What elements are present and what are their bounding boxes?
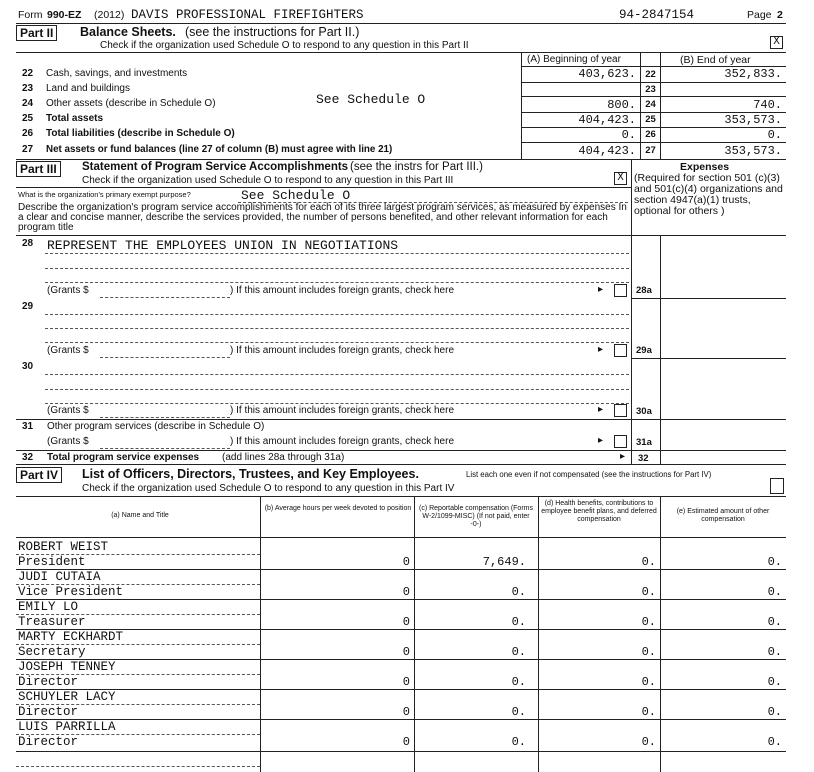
officer-name: SCHUYLER LACY bbox=[18, 690, 116, 704]
officer-title: Director bbox=[18, 735, 79, 749]
program-description: REPRESENT THE EMPLOYEES UNION IN NEGOTIATIONS bbox=[47, 238, 399, 253]
end-value: 740. bbox=[753, 98, 782, 112]
line-ref: 26 bbox=[645, 129, 656, 140]
beginning-value: 404,423. bbox=[578, 113, 636, 127]
arrow-icon: ▸ bbox=[598, 284, 604, 295]
officer-hours: 0 bbox=[402, 645, 410, 659]
describe-instructions: Describe the organization's program service accomplishments for each of its three largest program services, as measured by expenses In a clear and concise manner, describe the services provided, the number of persons benefited, and other relevant information for each program title bbox=[18, 202, 627, 233]
officer-hours: 0 bbox=[402, 555, 410, 569]
officer-name: MARTY ECKHARDT bbox=[18, 630, 124, 644]
officer-title: Director bbox=[18, 675, 79, 689]
col-d-header: (d) Health benefits, contributions to employee benefit plans, and deferred compensation bbox=[541, 500, 657, 523]
officer-compensation: 0. bbox=[511, 585, 526, 599]
officer-other-comp: 0. bbox=[767, 705, 782, 719]
grants-label: (Grants $ bbox=[47, 405, 89, 416]
officer-title: Secretary bbox=[18, 645, 86, 659]
col-b-header: (b) Average hours per week devoted to position bbox=[264, 505, 412, 512]
line-32-rest: (add lines 28a through 31a) bbox=[222, 452, 345, 463]
row-number: 22 bbox=[22, 68, 34, 79]
officer-other-comp: 0. bbox=[767, 615, 782, 629]
line-number: 30 bbox=[22, 361, 34, 372]
part-ii-title-rest: (see the instructions for Part II.) bbox=[185, 25, 360, 39]
officer-compensation: 0. bbox=[511, 645, 526, 659]
part-ii-schedule-o-checkbox[interactable]: X bbox=[770, 36, 783, 49]
end-value: 353,573. bbox=[724, 113, 782, 127]
part-ii-check-text: Check if the organization used Schedule O to respond to any question in this Part II bbox=[100, 40, 469, 51]
row-number: 23 bbox=[22, 83, 34, 94]
officer-name: JUDI CUTAIA bbox=[18, 570, 101, 584]
form-year: (2012) bbox=[94, 9, 125, 21]
part-ii-title: Balance Sheets. bbox=[80, 25, 176, 39]
part-ii-label: Part II bbox=[16, 25, 57, 41]
col-e-header: (e) Estimated amount of other compensation bbox=[676, 508, 770, 523]
officer-benefits: 0. bbox=[641, 645, 656, 659]
officer-other-comp: 0. bbox=[767, 645, 782, 659]
beginning-value: 403,623. bbox=[578, 67, 636, 81]
officer-other-comp: 0. bbox=[767, 735, 782, 749]
line-ref: 25 bbox=[645, 114, 656, 125]
row-number: 24 bbox=[22, 98, 34, 109]
officer-benefits: 0. bbox=[641, 675, 656, 689]
foreign-grants-text: ) If this amount includes foreign grants, check here bbox=[230, 345, 455, 356]
part-iv-check-text: Check if the organization used Schedule O to respond to any question in this Part IV bbox=[82, 483, 455, 494]
arrow-icon: ▸ bbox=[620, 451, 626, 462]
row-label: Land and buildings bbox=[46, 83, 130, 94]
col-c-header: (c) Reportable compensation (Forms W-2/1099-MISC) (If not paid, enter -0-) bbox=[419, 505, 533, 528]
officer-title: Vice President bbox=[18, 585, 124, 599]
row-number: 25 bbox=[22, 113, 34, 124]
expenses-note: (Required for section 501 (c)(3) and 501(c)(4) organizations and section 4947(a)(1) trusts, optional for others ) bbox=[634, 172, 783, 217]
officer-benefits: 0. bbox=[641, 555, 656, 569]
officer-name: ROBERT WEIST bbox=[18, 540, 109, 554]
officer-benefits: 0. bbox=[641, 585, 656, 599]
line-ref: 27 bbox=[645, 145, 656, 156]
line-ref: 22 bbox=[645, 69, 656, 80]
officer-hours: 0 bbox=[402, 615, 410, 629]
part-iii-label: Part III bbox=[16, 161, 61, 177]
line-31-text: Other program services (describe in Schedule O) bbox=[47, 421, 265, 432]
row-label: Total liabilities (describe in Schedule O) bbox=[46, 128, 235, 139]
beginning-value: 404,423. bbox=[578, 144, 636, 158]
end-value: 0. bbox=[767, 128, 782, 142]
officer-compensation: 0. bbox=[511, 705, 526, 719]
part-iv-label: Part IV bbox=[16, 467, 62, 483]
officer-other-comp: 0. bbox=[767, 675, 782, 689]
line-ref: 31a bbox=[636, 437, 652, 448]
row-number: 26 bbox=[22, 128, 34, 139]
grants-label: (Grants $ bbox=[47, 436, 89, 447]
officer-hours: 0 bbox=[402, 585, 410, 599]
end-value: 352,833. bbox=[724, 67, 782, 81]
officer-compensation: 0. bbox=[511, 735, 526, 749]
arrow-icon: ▸ bbox=[598, 435, 604, 446]
officer-name: LUIS PARRILLA bbox=[18, 720, 116, 734]
officer-compensation: 7,649. bbox=[482, 555, 526, 569]
foreign-grants-text: ) If this amount includes foreign grants, check here bbox=[230, 436, 455, 447]
line-ref: 28a bbox=[636, 285, 652, 296]
officer-compensation: 0. bbox=[511, 615, 526, 629]
page-label: Page bbox=[747, 9, 772, 21]
officer-hours: 0 bbox=[402, 705, 410, 719]
grants-label: (Grants $ bbox=[47, 285, 89, 296]
officer-benefits: 0. bbox=[641, 615, 656, 629]
foreign-grants-text: ) If this amount includes foreign grants, check here bbox=[230, 285, 455, 296]
line-number: 28 bbox=[22, 238, 34, 249]
beginning-value: 0. bbox=[621, 128, 636, 142]
row-label: Total assets bbox=[46, 113, 104, 124]
line-ref: 30a bbox=[636, 406, 652, 417]
org-name: DAVIS PROFESSIONAL FIREFIGHTERS bbox=[131, 8, 364, 22]
grants-label: (Grants $ bbox=[47, 345, 89, 356]
line-ref: 24 bbox=[645, 99, 656, 110]
part-iv-title-rest: List each one even if not compensated (see the instructions for Part IV) bbox=[466, 470, 712, 479]
officer-compensation: 0. bbox=[511, 675, 526, 689]
part-iii-schedule-o-checkbox[interactable]: X bbox=[614, 172, 627, 185]
purpose-answer: See Schedule O bbox=[241, 188, 351, 203]
officer-benefits: 0. bbox=[641, 705, 656, 719]
foreign-grants-checkbox-28[interactable] bbox=[614, 284, 627, 297]
foreign-grants-checkbox-31[interactable] bbox=[614, 435, 627, 448]
officer-other-comp: 0. bbox=[767, 555, 782, 569]
officer-title: President bbox=[18, 555, 86, 569]
row-label: Net assets or fund balances (line 27 of column (B) must agree with line 21) bbox=[46, 144, 393, 155]
part-iii-title-rest: (see the instrs for Part III.) bbox=[350, 161, 483, 173]
row-number: 27 bbox=[22, 144, 34, 155]
part-iii-title: Statement of Program Service Accomplishments bbox=[82, 161, 349, 173]
line-number: 29 bbox=[22, 301, 34, 312]
form-code: 990-EZ bbox=[47, 9, 82, 21]
purpose-question: What is the organization's primary exempt purpose? bbox=[18, 190, 191, 199]
line-ref: 32 bbox=[638, 453, 649, 464]
form-label: Form bbox=[18, 9, 43, 21]
foreign-grants-text: ) If this amount includes foreign grants, check here bbox=[230, 405, 455, 416]
arrow-icon: ▸ bbox=[598, 344, 604, 355]
part-iv-schedule-o-checkbox[interactable] bbox=[770, 478, 784, 494]
officer-name: EMILY LO bbox=[18, 600, 79, 614]
part-iv-title: List of Officers, Directors, Trustees, and Key Employees. bbox=[82, 467, 419, 481]
expenses-header: Expenses bbox=[680, 161, 730, 173]
foreign-grants-checkbox-29[interactable] bbox=[614, 344, 627, 357]
officer-title: Treasurer bbox=[18, 615, 86, 629]
line-ref: 23 bbox=[645, 84, 656, 95]
page-number: 2 bbox=[777, 9, 783, 21]
line-number: 32 bbox=[22, 452, 34, 463]
officer-other-comp: 0. bbox=[767, 585, 782, 599]
ein: 94-2847154 bbox=[619, 8, 695, 22]
col-a-header: (a) Name and Title bbox=[111, 512, 169, 519]
end-value: 353,573. bbox=[724, 144, 782, 158]
arrow-icon: ▸ bbox=[598, 404, 604, 415]
officer-hours: 0 bbox=[402, 675, 410, 689]
foreign-grants-checkbox-30[interactable] bbox=[614, 404, 627, 417]
line-number: 31 bbox=[22, 421, 34, 432]
row-label: Cash, savings, and investments bbox=[46, 68, 188, 79]
part-iii-check-text: Check if the organization used Schedule O to respond to any question in this Part III bbox=[82, 175, 454, 186]
schedule-o-note: See Schedule O bbox=[316, 92, 426, 107]
officer-benefits: 0. bbox=[641, 735, 656, 749]
officer-title: Director bbox=[18, 705, 79, 719]
beginning-value: 800. bbox=[607, 98, 636, 112]
row-label: Other assets (describe in Schedule O) bbox=[46, 98, 216, 109]
officer-name: JOSEPH TENNEY bbox=[18, 660, 116, 674]
col-b-header: (B) End of year bbox=[680, 54, 751, 66]
col-a-header: (A) Beginning of year bbox=[527, 54, 621, 65]
officer-hours: 0 bbox=[402, 735, 410, 749]
line-ref: 29a bbox=[636, 345, 652, 356]
line-32-text: Total program service expenses bbox=[47, 452, 200, 463]
